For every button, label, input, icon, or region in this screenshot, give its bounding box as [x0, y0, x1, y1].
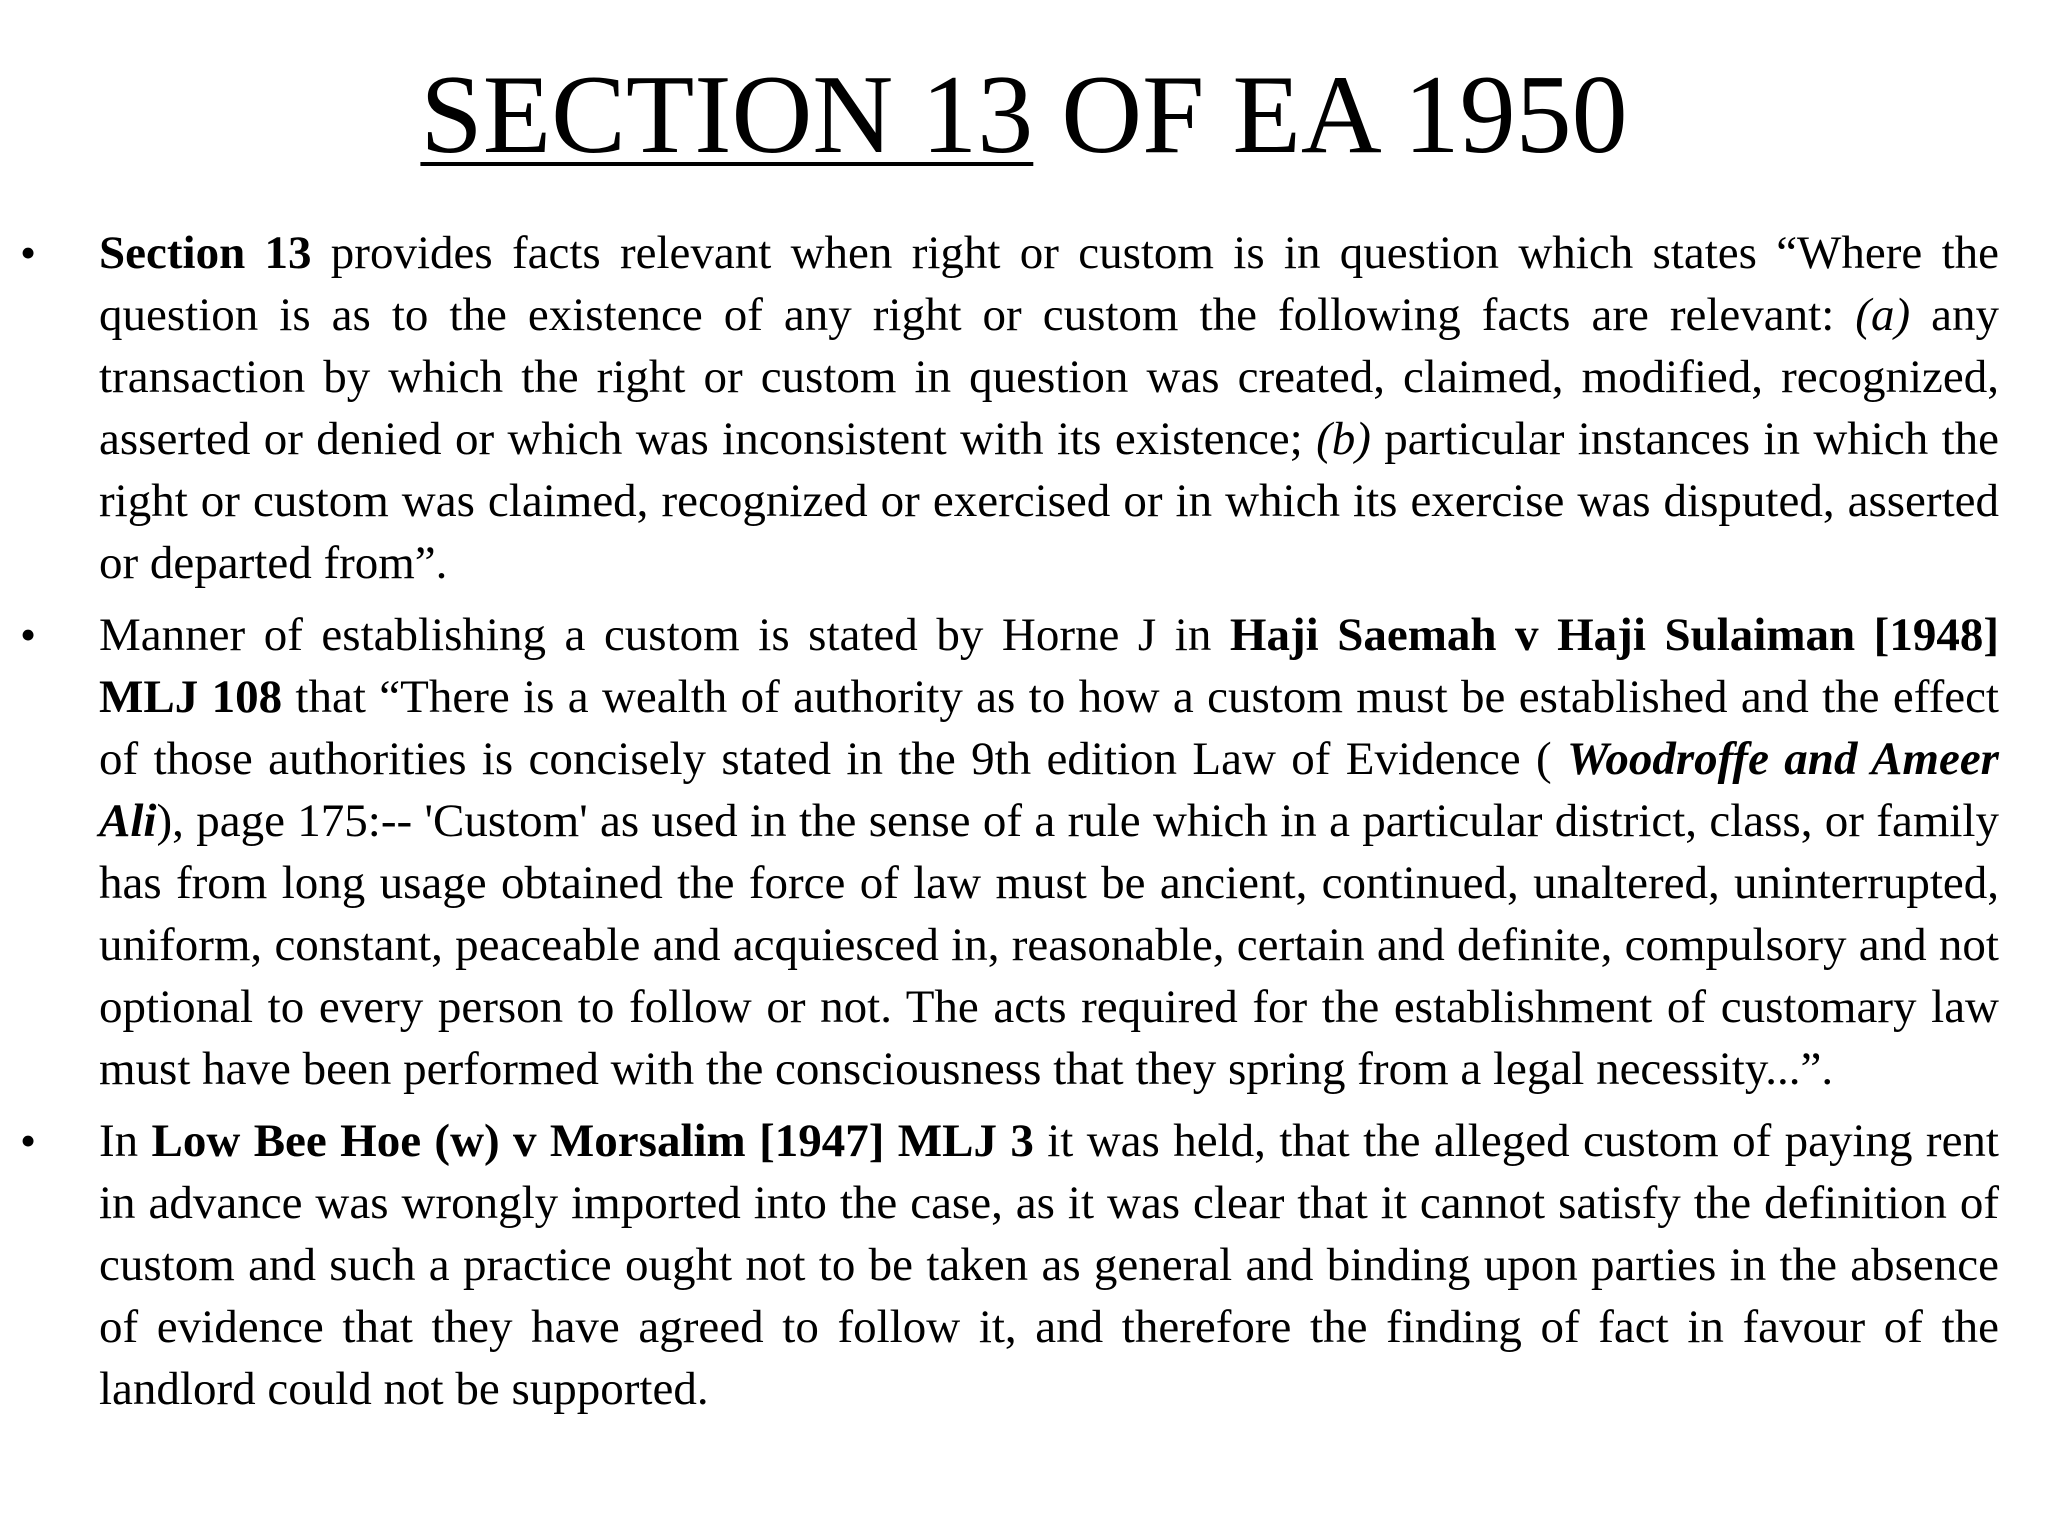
- text-span: provides facts relevant when right or custom is in question which states “Where the question is as to the existence of any right or custom the following facts are relevant:: [99, 227, 2000, 341]
- bullet-establishing-custom: [0, 604, 2048, 1100]
- text-span: it was held, that the alleged custom of paying rent in advance was wrongly imported into the case, as it was clear that it cannot satisfy the definition of custom and such a practice ought not to be taken as general and binding upon parties in the absence of evidence that they have agreed to follow it, and therefore the finding of fact in favour of the landlord could not be supported.: [99, 1115, 1999, 1415]
- bold-text: Section 13: [99, 227, 312, 279]
- bullet-text: [99, 604, 1999, 1100]
- italic-text: (a): [1855, 289, 1911, 341]
- slide-title: [0, 50, 2048, 180]
- bullet-section-13: [0, 222, 2048, 594]
- case-citation: Low Bee Hoe (w) v Morsalim [1947] MLJ 3: [151, 1115, 1034, 1167]
- bullet-dot: •: [20, 227, 37, 278]
- bullet-list: [0, 222, 2048, 1430]
- text-span: particular instances in which the right or custom was claimed, recognized or exercised or in which its exercise was disputed, asserted or departed from”.: [99, 413, 1999, 589]
- title-rest: OF EA 1950: [1033, 53, 1628, 177]
- title-underlined-part: SECTION 13: [420, 53, 1034, 177]
- italic-text: (b): [1316, 413, 1371, 465]
- text-span: ), page 175:-- 'Custom' as used in the sense of a rule which in a particular district, class, or family has from long usage obtained the force of law must be ancient, continued, unaltered, uninterrupted, uniform, constant, peaceable and acquiesced in, reasonable, certain and definite, compulsory and not optional to every person to follow or not. The acts required for the establishment of customary law must have been performed with the consciousness that they spring from a legal necessity...”.: [99, 795, 1999, 1095]
- text-span: In: [99, 1115, 152, 1167]
- bullet-text: [99, 1110, 1999, 1420]
- bullet-text: [99, 222, 1999, 594]
- bullet-dot: •: [20, 1115, 37, 1166]
- book-authors: Woodroffe and Ameer Ali: [99, 733, 1999, 847]
- text-span: that “There is a wealth of authority as to how a custom must be established and the effect of those authorities is concisely stated in the 9th edition Law of Evidence (: [99, 671, 1999, 785]
- bullet-dot: •: [20, 609, 37, 660]
- bullet-low-bee-hoe: [0, 1110, 2048, 1420]
- text-span: Manner of establishing a custom is stated by Horne J in: [99, 609, 1230, 661]
- text-span: any transaction by which the right or custom in question was created, claimed, modified, recognized, asserted or denied or which was inconsistent with its existence;: [99, 289, 1999, 465]
- case-citation: Haji Saemah v Haji Sulaiman [1948] MLJ 108: [99, 609, 1999, 723]
